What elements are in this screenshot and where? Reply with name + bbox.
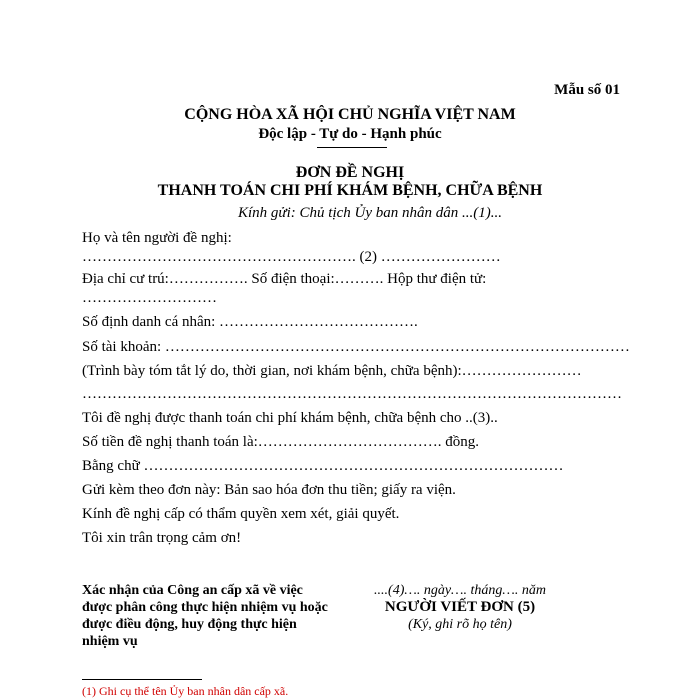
body-line: Địa chỉ cư trú:……………. Số điện thoại:………. Hộp thư điện tử: [82, 271, 487, 287]
body-line: Kính đề nghị cấp có thẩm quyền xem xét, giải quyết. [82, 506, 400, 522]
form-number: Mẫu số 01 [554, 82, 620, 98]
signature-date-line: ....(4)…. ngày…. tháng…. năm [374, 583, 546, 598]
footnote-divider [82, 679, 202, 680]
document-title: ĐƠN ĐỀ NGHỊ [295, 164, 405, 181]
body-line: Tôi xin trân trọng cảm ơn! [82, 530, 242, 546]
recipient-line: Kính gửi: Chủ tịch Ủy ban nhân dân ...(1)... [238, 205, 502, 221]
signer-note: (Ký, ghi rõ họ tên) [408, 617, 512, 632]
body-line: Bằng chữ ………………………………………………………………………… [82, 458, 564, 474]
national-motto: Độc lập - Tự do - Hạnh phúc [258, 126, 442, 142]
body-line: Số tài khoản: ………………………………………………………………………………… [82, 339, 630, 355]
body-line: ……………………… [82, 290, 217, 306]
police-confirmation-label: Xác nhận của Công an cấp xã về việc được phân công thực hiện nhiệm vụ hoặc được điều động, huy động thực hiện nhiệm vụ [82, 583, 328, 649]
national-title: CỘNG HÒA XÃ HỘI CHỦ NGHĨA VIỆT NAM [184, 106, 516, 123]
signature-block [360, 582, 560, 633]
motto-divider [317, 147, 387, 148]
body-line: Gửi kèm theo đơn này: Bản sao hóa đơn thu tiền; giấy ra viện. [82, 482, 456, 498]
signer-title: NGƯỜI VIẾT ĐƠN (5) [384, 599, 536, 615]
body-line: Họ và tên người đề nghị: [82, 230, 232, 246]
document-subtitle: THANH TOÁN CHI PHÍ KHÁM BỆNH, CHỮA BỆNH [157, 182, 543, 199]
body-line: ……………………………………………………………………………………………… [82, 386, 622, 402]
footnote: (1) Ghi cụ thể tên Ủy ban nhân dân cấp xã. [82, 684, 289, 698]
body-line: (Trình bày tóm tắt lý do, thời gian, nơi khám bệnh, chữa bệnh):…………………… [82, 363, 582, 379]
body-line: Số tiền đề nghị thanh toán là:………………………………. đồng. [82, 434, 480, 450]
body-line: Tôi đề nghị được thanh toán chi phí khám bệnh, chữa bệnh cho ..(3).. [82, 410, 498, 426]
body-line: ………………………………………………. (2) …………………… [82, 249, 501, 265]
body-line: Số định danh cá nhân: …………………………………. [82, 314, 418, 330]
